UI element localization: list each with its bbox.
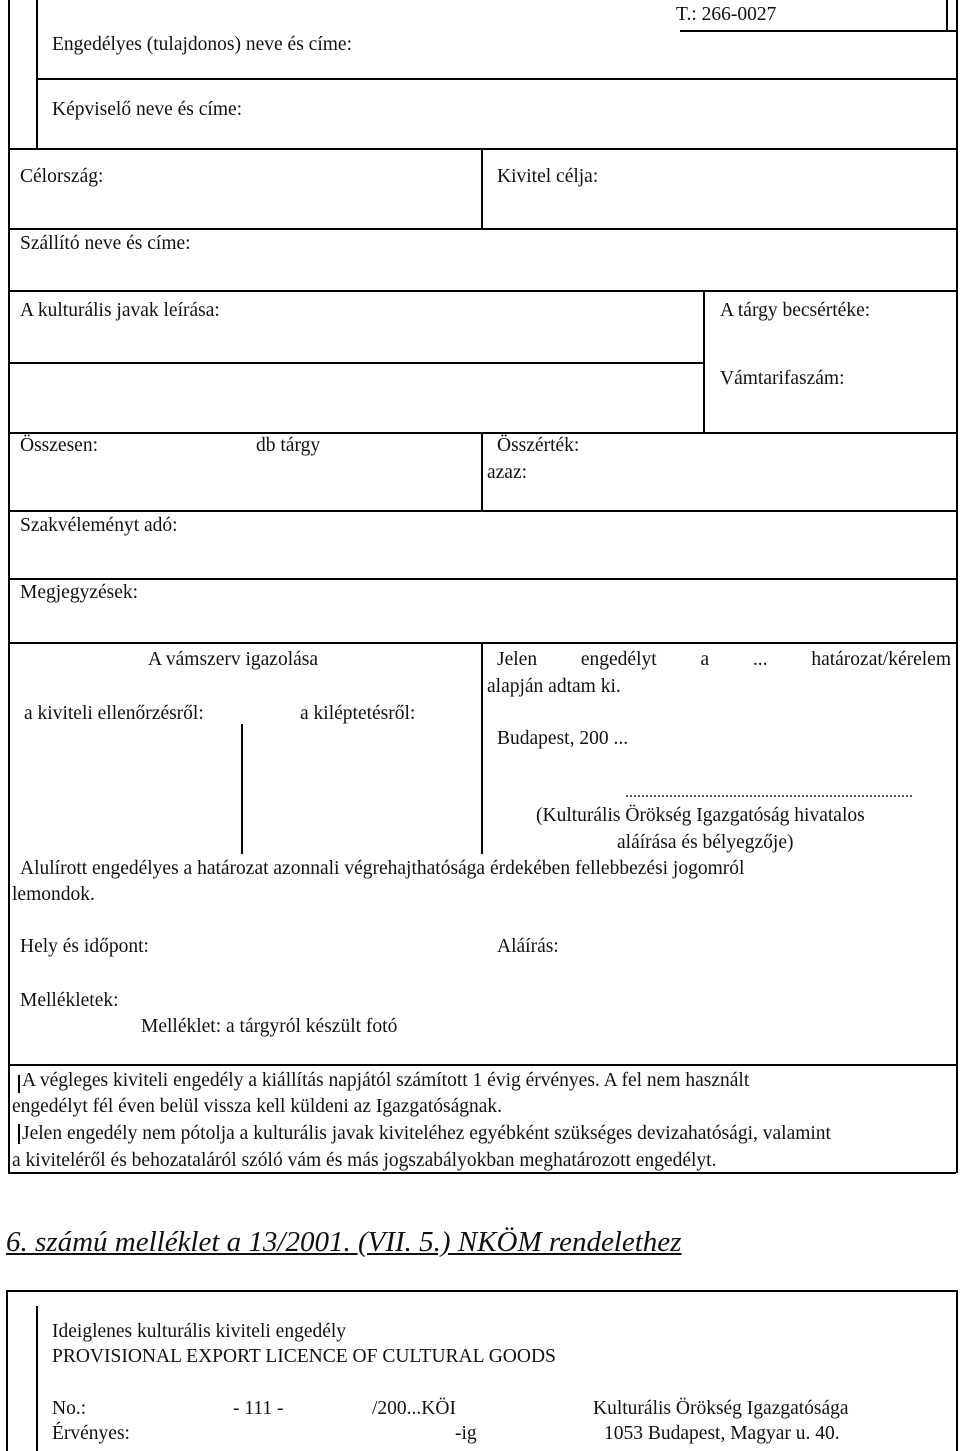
attachment-item: Melléklet: a tárgyról készült fotó — [141, 1016, 398, 1037]
place-date: Budapest, 200 ... — [497, 728, 629, 749]
licence-number-label: No.: — [52, 1398, 87, 1419]
phone-number: T.: 266-0027 — [676, 4, 777, 25]
licensee-label: Engedélyes (tulajdonos) neve és címe: — [52, 34, 352, 55]
signature-line: ........................................................................ — [625, 784, 913, 801]
carrier-label: Szállító neve és címe: — [20, 233, 191, 254]
goods-description-label: A kulturális javak leírása: — [20, 300, 220, 321]
remarks-label: Megjegyzések: — [20, 582, 139, 603]
estimated-value-label: A tárgy becsértéke: — [720, 300, 871, 321]
office-signature-caption: (Kulturális Örökség Igazgatóság hivatalos — [536, 805, 865, 826]
licence-number-suffix: /200...KÖI — [372, 1398, 456, 1419]
waiver-statement-cont: lemondok. — [12, 884, 95, 905]
tariff-number-label: Vámtarifaszám: — [720, 368, 845, 389]
valid-until-label: Érvényes: — [52, 1423, 130, 1444]
office-signature-caption-cont: aláírása és bélyegzője) — [617, 832, 794, 853]
exit-label: a kiléptetésről: — [300, 703, 416, 724]
provisional-title-hu: Ideiglenes kulturális kiviteli engedély — [52, 1321, 347, 1342]
valid-until-suffix: -ig — [455, 1423, 477, 1444]
validity-note-cont: engedélyt fél éven belül vissza kell küldeni az Igazgatóságnak. — [12, 1096, 503, 1117]
licence-number-value: - 111 - — [233, 1398, 284, 1419]
destination-label: Célország: — [20, 166, 104, 187]
legal-note: Jelen engedély nem pótolja a kulturális javak kiviteléhez egyébként szükséges devizahatósági, valamint — [22, 1123, 831, 1144]
issued-statement: Jelen engedélyt a ... határozat/kérelem — [497, 649, 951, 670]
signature-label: Aláírás: — [497, 936, 559, 957]
issued-statement-cont: alapján adtam ki. — [487, 676, 621, 697]
waiver-statement: Alulírott engedélyes a határozat azonnali végrehajthatósága érdekében fellebbezési jogomról — [20, 858, 745, 879]
export-check-label: a kiviteli ellenőrzésről: — [24, 703, 204, 724]
representative-label: Képviselő neve és címe: — [52, 99, 243, 120]
validity-note: A végleges kiviteli engedély a kiállítás napjától számított 1 évig érvényes. A fel nem használt — [22, 1070, 750, 1091]
place-time-label: Hely és időpont: — [20, 936, 149, 957]
export-purpose-label: Kivitel célja: — [497, 166, 599, 187]
total-value-label: Összérték: — [497, 435, 580, 456]
customs-certification-label: A vámszerv igazolása — [148, 649, 319, 670]
attachments-label: Mellékletek: — [20, 990, 119, 1011]
expert-opinion-label: Szakvéleményt adó: — [20, 515, 178, 536]
legal-note-cont: a kiviteléről és behozataláról szóló vám és más jogszabályokban meghatározott engedélyt. — [12, 1150, 717, 1171]
in-words-label: azaz: — [487, 462, 528, 483]
item-count-label: db tárgy — [256, 435, 321, 456]
total-label: Összesen: — [20, 435, 98, 456]
annex-title: 6. számú melléklet a 13/2001. (VII. 5.) NKÖM rendelethez — [6, 1226, 682, 1258]
issuing-authority: Kulturális Örökség Igazgatósága — [593, 1398, 849, 1419]
provisional-title-en: PROVISIONAL EXPORT LICENCE OF CULTURAL GOODS — [52, 1346, 556, 1367]
authority-address: 1053 Budapest, Magyar u. 40. — [604, 1423, 840, 1444]
